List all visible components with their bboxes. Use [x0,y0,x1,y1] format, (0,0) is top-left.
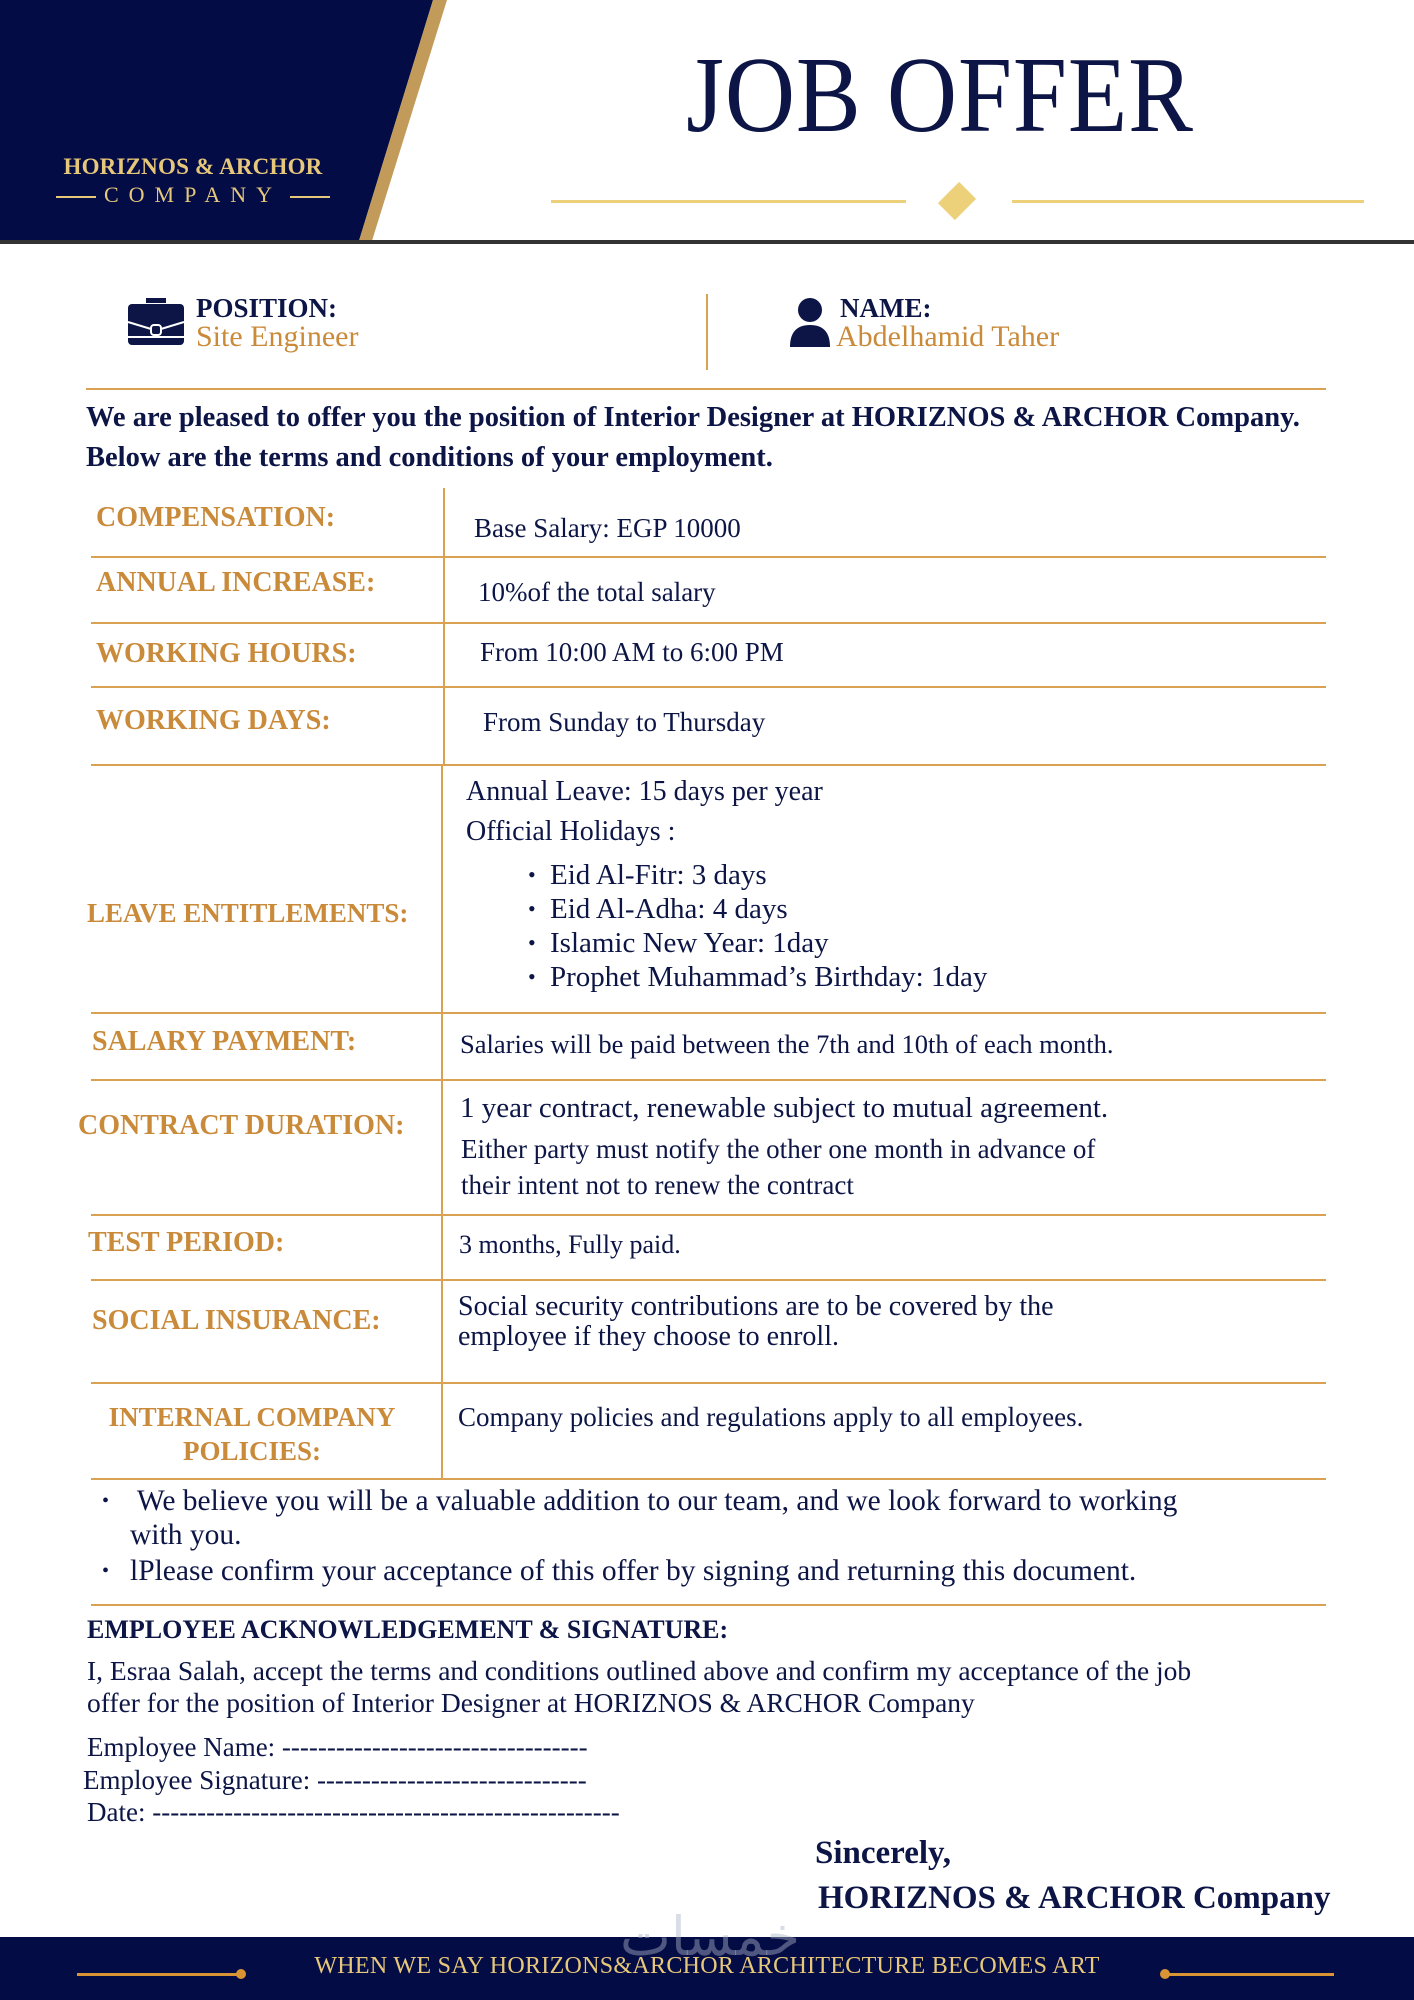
acknowledgement-heading: EMPLOYEE ACKNOWLEDGEMENT & SIGNATURE: [87,1615,729,1644]
footer-line-right [1166,1973,1334,1976]
test-period-value: 3 months, Fully paid. [459,1230,681,1259]
working-days-label: WORKING DAYS: [96,705,331,736]
table-row-rule [91,764,1326,766]
social-insurance-label: SOCIAL INSURANCE: [92,1305,381,1336]
working-hours-label: WORKING HOURS: [96,638,357,669]
contract-duration-line2: Either party must notify the other one month in advance of [461,1134,1096,1164]
briefcase-icon [127,298,185,346]
table-row-rule [91,1079,1326,1081]
signoff-sincerely: Sincerely, [815,1835,951,1871]
logo-dash-left [56,196,96,198]
info-bottom-rule [86,388,1326,390]
closing-bullet [130,1484,1350,1552]
salary-payment-label: SALARY PAYMENT: [92,1026,357,1057]
leave-entitlements-label: LEAVE ENTITLEMENTS: [87,898,409,928]
acknowledgement-line2: offer for the position of Interior Designer at HORIZNOS & ARCHOR Company [87,1687,975,1718]
closing-bullet: • lPlease confirm your acceptance of this offer by signing and returning this document. [130,1554,1350,1588]
watermark-logo: خمسات [620,1905,801,1968]
contract-duration-line3: their intent not to renew the contract [461,1170,854,1200]
internal-policies-value: Company policies and regulations apply to all employees. [458,1402,1084,1432]
logo-company-word: COMPANY [104,182,283,207]
holiday-item: • Eid Al-Fitr: 3 days [550,858,987,892]
logo-dash-right [290,196,330,198]
closing-bottom-rule [91,1604,1326,1606]
working-hours-value: From 10:00 AM to 6:00 PM [480,637,784,667]
title-deco-line-right [1012,200,1364,203]
name-label: NAME: [840,293,932,323]
table-row-rule [91,1382,1326,1384]
table-row-rule [91,556,1326,558]
position-value: Site Engineer [196,320,359,353]
name-value: Abdelhamid Taher [836,320,1060,353]
contract-duration-label: CONTRACT DURATION: [78,1110,405,1141]
title-deco-line-left [551,200,906,203]
internal-policies-label-line2: POLICIES: [182,1436,322,1466]
internal-policies-label-line1: INTERNAL COMPANY [108,1402,396,1432]
compensation-label: COMPENSATION: [96,502,336,533]
holidays-list [510,858,987,994]
table-column-divider [443,488,445,764]
person-icon [789,297,831,347]
annual-increase-value: 10%of the total salary [478,577,716,607]
table-row-rule [91,1279,1326,1281]
info-divider [706,294,708,370]
intro-paragraph: We are pleased to offer you the position of Interior Designer at HORIZNOS & ARCHOR Company. Below are the terms and conditions of your employment. [86,402,1300,473]
employee-signature-field[interactable]: Employee Signature: ------------------------------ [83,1765,587,1795]
table-row-rule [91,1478,1326,1480]
date-field[interactable]: Date: ---------------------------------------------------- [87,1797,620,1827]
test-period-label: TEST PERIOD: [88,1227,285,1258]
holiday-item: • Eid Al-Adha: 4 days [550,892,987,926]
table-row-rule [91,1012,1326,1014]
table-row-rule [91,1214,1326,1216]
closing-bullet1-line2: with you. [130,1519,242,1551]
closing-bullets [130,1484,1350,1588]
holiday-item: • Prophet Muhammad’s Birthday: 1day [550,960,987,994]
internal-policies-label [92,1400,412,1468]
employee-name-field[interactable]: Employee Name: ---------------------------------- [87,1732,588,1762]
working-days-value: From Sunday to Thursday [483,707,766,737]
annual-leave-value: Annual Leave: 15 days per year [466,776,823,807]
salary-payment-value: Salaries will be paid between the 7th and 10th of each month. [460,1029,1114,1059]
official-holidays-heading: Official Holidays : [466,816,676,847]
social-insurance-line2: employee if they choose to enroll. [458,1321,839,1352]
company-logo-name: HORIZNOS & ARCHOR [63,154,323,179]
table-row-rule [91,686,1326,688]
company-logo-subtitle [48,182,338,208]
header-divider [0,240,1414,244]
social-insurance-line1: Social security contributions are to be covered by the [458,1291,1054,1322]
compensation-value: Base Salary: EGP 10000 [474,513,741,543]
table-row-rule [91,622,1326,624]
holiday-item: • Islamic New Year: 1day [550,926,987,960]
footer-tagline: WHEN WE SAY HORIZONS&ARCHOR ARCHITECTURE BECOMES ART [314,1953,1100,1979]
position-label: POSITION: [196,293,338,323]
acknowledgement-line1: I, Esraa Salah, accept the terms and conditions outlined above and confirm my acceptance of the job [87,1655,1192,1686]
page-title: JOB OFFER [686,36,1194,155]
annual-increase-label: ANNUAL INCREASE: [96,567,376,598]
signoff-company: HORIZNOS & ARCHOR Company [818,1880,1331,1916]
closing-bullet1-line1: • We believe you will be a valuable addition to our team, and we look forward to working [130,1485,1178,1517]
table-column-divider-lower [441,764,443,1479]
contract-duration-line1: 1 year contract, renewable subject to mutual agreement. [460,1092,1109,1124]
